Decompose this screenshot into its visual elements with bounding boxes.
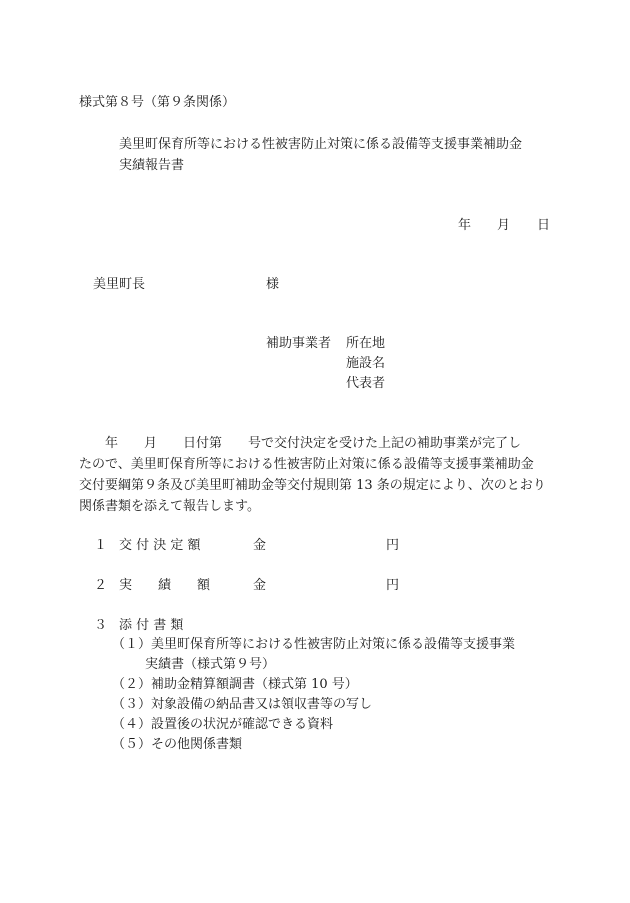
attachment-item: （２）補助金精算額調書（様式第 10 号） (112, 677, 358, 692)
amount-unit: 円 (386, 538, 400, 553)
attachment-item: （３）対象設備の納品書又は領収書等の写し (112, 697, 373, 712)
amount-prefix: 金 (253, 578, 267, 593)
address-label: 所在地 (346, 336, 386, 351)
attachment-item: （５）その他関係書類 (112, 737, 243, 752)
date-year-label: 年 (458, 218, 472, 233)
form-number: 様式第８号（第９条関係） (79, 95, 236, 110)
applicant-label: 補助事業者 (266, 336, 332, 351)
attachments-label: 添 付 書 類 (119, 618, 184, 633)
amount-unit: 円 (386, 578, 400, 593)
body-paragraph-line: 交付要綱第９条及び美里町補助金等交付規則第 13 条の規定により、次のとおり (79, 478, 546, 493)
addressee-name: 美里町長 (93, 277, 146, 292)
attachment-item-continued: 実績書（様式第９号） (145, 657, 276, 672)
document-title: 美里町保育所等における性被害防止対策に係る設備等支援事業補助金 (119, 137, 523, 152)
date-day-label: 日 (537, 218, 551, 233)
amount-prefix: 金 (253, 538, 267, 553)
grant-decision-amount-label: 交 付 決 定 額 (119, 538, 201, 553)
body-paragraph-line: たので、美里町保育所等における性被害防止対策に係る設備等支援事業補助金 (79, 457, 534, 472)
document-title-subtitle: 実績報告書 (119, 158, 185, 173)
item-number: ３ (94, 618, 108, 633)
facility-label: 施設名 (346, 356, 386, 371)
actual-amount-label: 実 績 額 (119, 578, 211, 593)
representative-label: 代表者 (346, 376, 386, 391)
body-paragraph-line: 年 月 日付第 号で交付決定を受けた上記の補助事業が完了し (79, 436, 522, 451)
date-month-label: 月 (497, 218, 511, 233)
item-number: ２ (94, 578, 108, 593)
body-paragraph-line: 関係書類を添えて報告します。 (79, 499, 260, 514)
addressee-honorific: 様 (266, 277, 280, 292)
attachment-item: （１）美里町保育所等における性被害防止対策に係る設備等支援事業 (112, 637, 516, 652)
item-number: １ (94, 538, 108, 553)
attachment-item: （４）設置後の状況が確認できる資料 (112, 717, 334, 732)
